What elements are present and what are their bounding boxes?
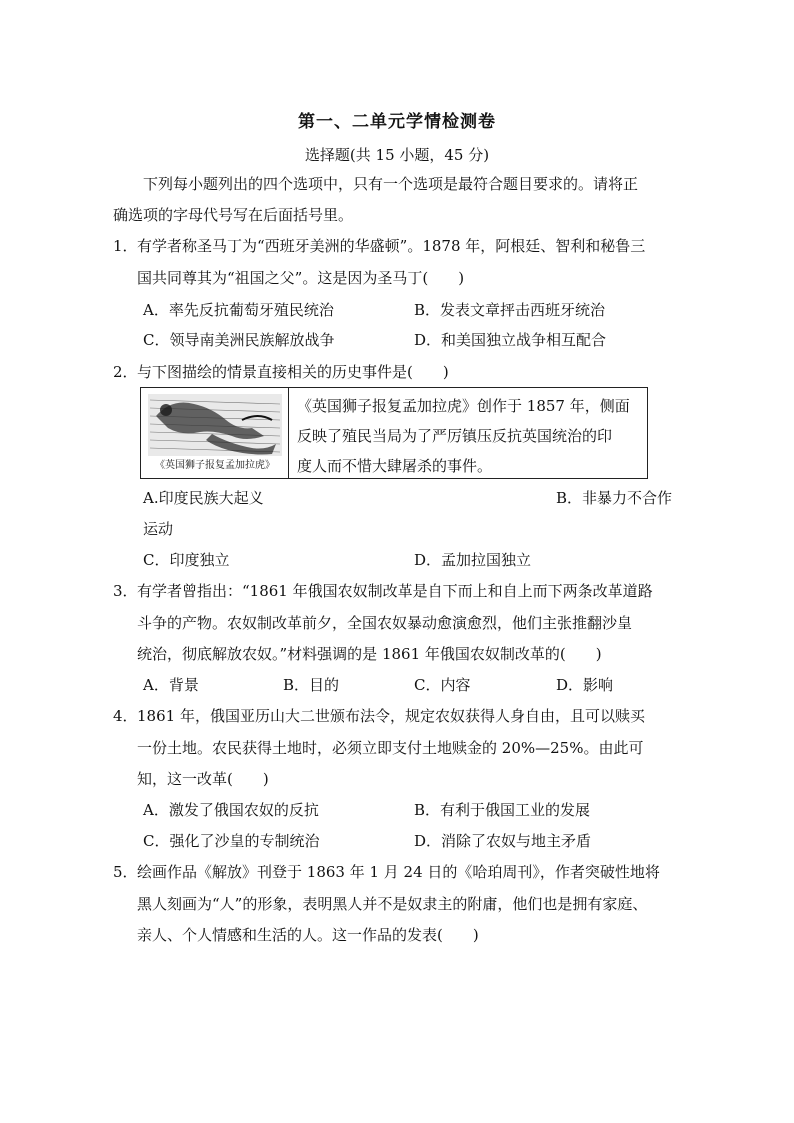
question-line: 知，这一改革( ) — [137, 770, 269, 788]
question-number: 4． — [113, 707, 138, 725]
figure-description-line: 《英国狮子报复孟加拉虎》创作于 1857 年，侧面 — [297, 397, 630, 415]
option-a[interactable]: A．激发了俄国农奴的反抗 — [143, 801, 319, 819]
question-number: 3． — [113, 582, 138, 600]
question-line: 1861 年，俄国亚历山大二世颁布法令，规定农奴获得人身自由，且可以赎买 — [137, 707, 645, 725]
instruction-line: 确选项的字母代号写在后面括号里。 — [113, 206, 354, 224]
instruction-line: 下列每小题列出的四个选项中，只有一个选项是最符合题目要求的。请将正 — [143, 175, 639, 193]
figure-table — [140, 387, 648, 479]
option-b[interactable]: B．目的 — [283, 676, 340, 694]
option-c[interactable]: C．强化了沙皇的专制统治 — [143, 832, 320, 850]
question-line: 绘画作品《解放》刊登于 1863 年 1 月 24 日的《哈珀周刊》，作者突破性地将 — [137, 863, 660, 881]
question-line: 国共同尊其为“祖国之父”。这是因为圣马丁( ) — [137, 269, 465, 287]
option-a[interactable]: A．背景 — [143, 676, 199, 694]
question-number: 2． — [113, 363, 138, 381]
option-c[interactable]: C．领导南美洲民族解放战争 — [143, 331, 335, 349]
option-b[interactable]: B．发表文章抨击西班牙统治 — [414, 301, 606, 319]
question-number: 5． — [113, 863, 138, 881]
question-line: 一份土地。农民获得土地时，必须立即支付土地赎金的 20%—25%。由此可 — [137, 739, 644, 757]
question-line: 斗争的产物。农奴制改革前夕，全国农奴暴动愈演愈烈，他们主张推翻沙皇 — [137, 614, 633, 632]
question-line: 亲人、个人情感和生活的人。这一作品的发表( ) — [137, 926, 479, 944]
figure-caption: 《英国狮子报复孟加拉虎》 — [155, 460, 275, 471]
option-a[interactable]: A．率先反抗葡萄牙殖民统治 — [143, 301, 334, 319]
question-line: 与下图描绘的情景直接相关的历史事件是( ) — [137, 363, 449, 381]
option-c[interactable]: C．内容 — [414, 676, 471, 694]
question-line: 统治，彻底解放农奴。”材料强调的是 1861 年俄国农奴制改革的( ) — [137, 645, 602, 663]
question-line: 黑人刻画为“人”的形象，表明黑人并不是奴隶主的附庸，他们也是拥有家庭、 — [137, 895, 648, 913]
question-line: 有学者称圣马丁为“西班牙美洲的华盛顿”。1878 年，阿根廷、智利和秘鲁三 — [137, 237, 646, 255]
section-heading: 选择题(共 15 小题，45 分) — [304, 146, 490, 164]
option-d[interactable]: D．影响 — [556, 676, 614, 694]
figure-description-line: 度人而不惜大肆屠杀的事件。 — [297, 457, 493, 475]
option-b-continuation: 运动 — [143, 520, 174, 538]
figure-description-line: 反映了殖民当局为了严厉镇压反抗英国统治的印 — [297, 427, 613, 445]
lion-tiger-engraving — [142, 390, 288, 460]
option-c[interactable]: C．印度独立 — [143, 551, 230, 569]
question-number: 1． — [113, 237, 138, 255]
question-line: 有学者曾指出：“1861 年俄国农奴制改革是自下而上和自上而下两条改革道路 — [137, 582, 653, 600]
option-d[interactable]: D．消除了农奴与地主矛盾 — [414, 832, 592, 850]
option-d[interactable]: D．和美国独立战争相互配合 — [414, 331, 607, 349]
option-b[interactable]: B．有利于俄国工业的发展 — [414, 801, 591, 819]
option-d[interactable]: D．孟加拉国独立 — [414, 551, 532, 569]
option-b[interactable]: B．非暴力不合作 — [556, 489, 673, 507]
figure-image-cell — [141, 388, 289, 478]
exam-title: 第一、二单元学情检测卷 — [298, 112, 496, 132]
option-a[interactable]: A.印度民族大起义 — [143, 489, 264, 507]
